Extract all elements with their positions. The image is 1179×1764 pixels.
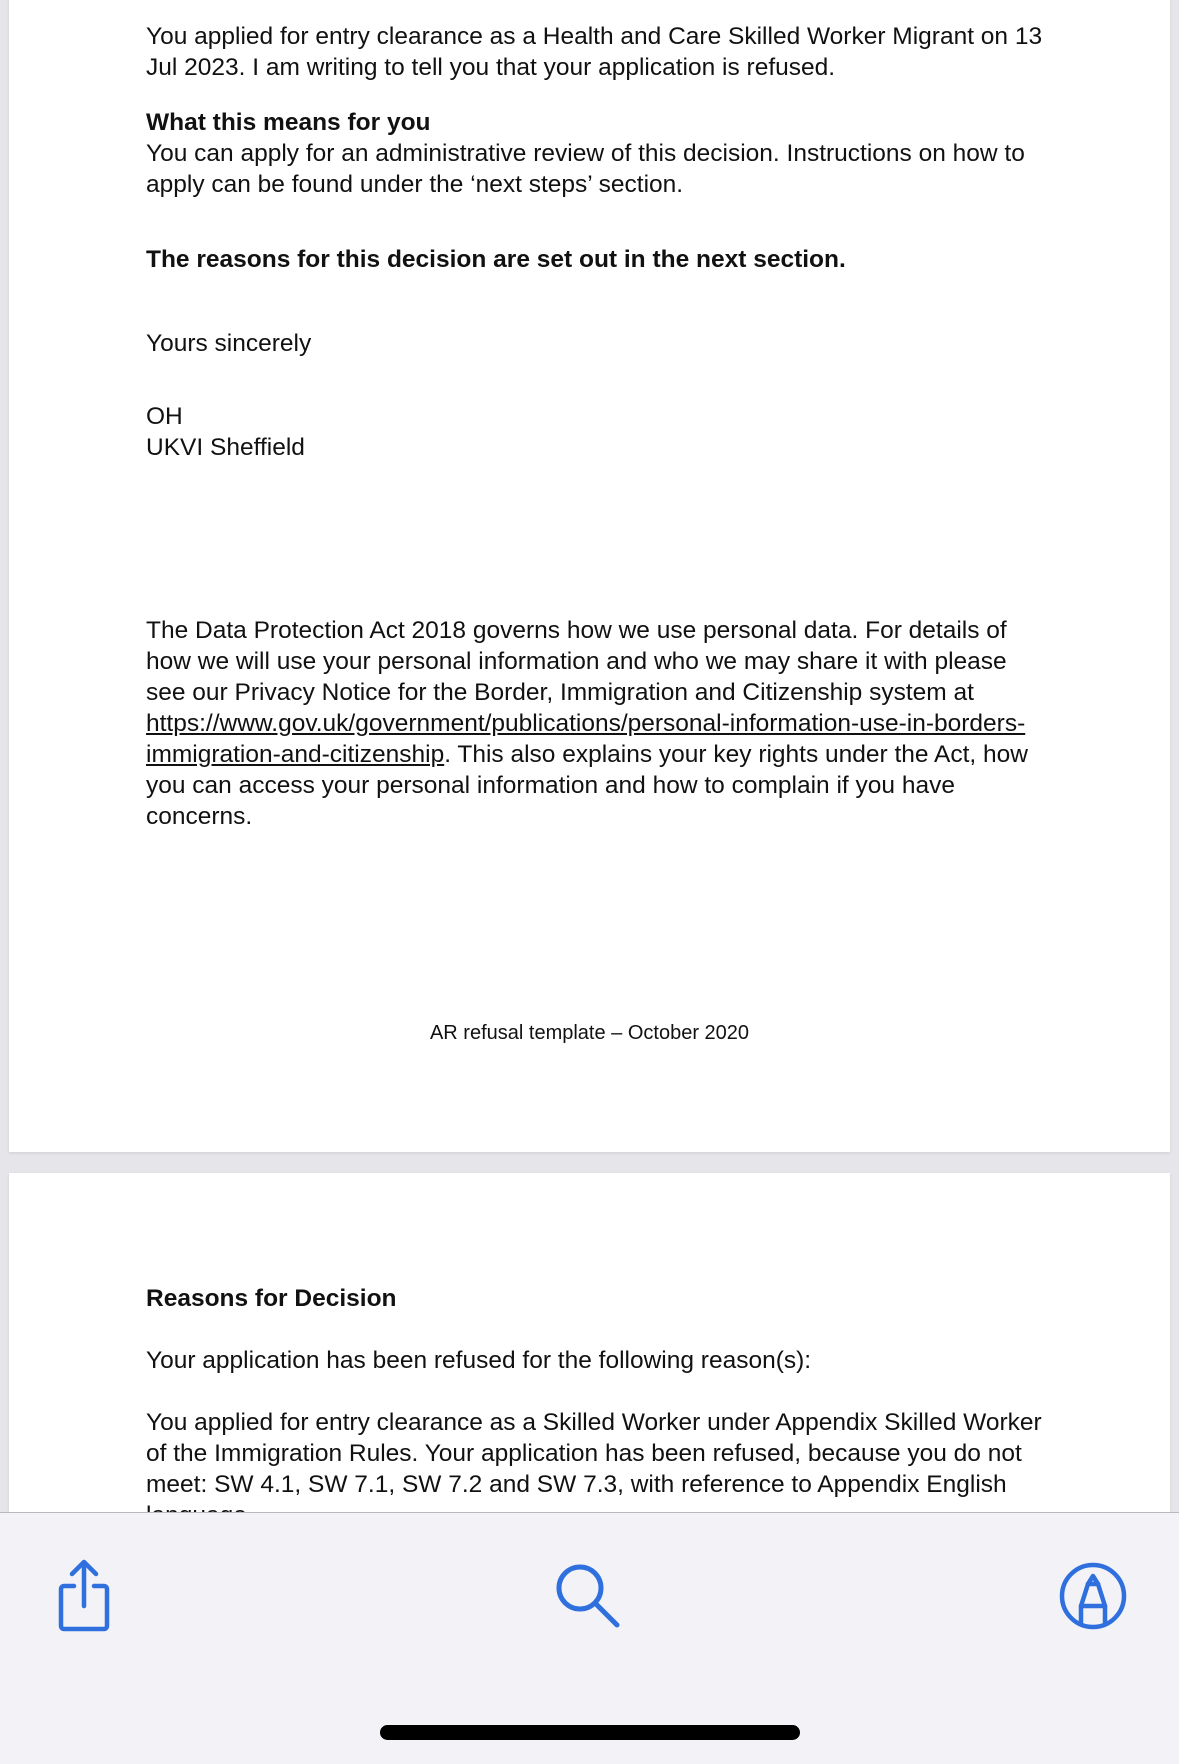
signatory-initials: OH <box>146 403 183 430</box>
markup-button[interactable] <box>1053 1556 1133 1636</box>
means-heading: What this means for you <box>146 109 431 136</box>
share-button[interactable] <box>44 1556 124 1636</box>
data-protection-text-2: . This also explains your key rights under the Act, how you can access your personal information and how to complain if you have concerns. <box>146 741 1028 830</box>
privacy-notice-link[interactable]: https://www.gov.uk/government/publications/personal-information-use-in-borders-immigration-and-citizenship <box>146 710 1026 768</box>
signatory-office: UKVI Sheffield <box>146 434 305 461</box>
search-button[interactable] <box>548 1556 628 1636</box>
share-icon <box>52 1556 116 1636</box>
search-icon <box>552 1560 624 1632</box>
markup-icon <box>1057 1560 1129 1632</box>
sign-off: Yours sincerely <box>146 330 312 357</box>
reasons-body: You applied for entry clearance as a Skilled Worker under Appendix Skilled Worker of the Immigration Rules. Your application has been refused, because you do not meet: SW 4.1, SW 7.1, SW 7.2 and SW 7.3, with reference to Appendix English <box>146 1409 1042 1498</box>
home-indicator <box>380 1725 800 1740</box>
means-paragraph: You can apply for an administrative review of this decision. Instructions on how to apply can be found under the ‘next steps’ section. <box>146 140 1025 198</box>
bottom-toolbar <box>0 1512 1179 1764</box>
reasons-lead: Your application has been refused for the following reason(s): <box>146 1347 812 1374</box>
data-protection-paragraph <box>146 615 1046 832</box>
reasons-heading: Reasons for Decision <box>146 1285 397 1312</box>
pdf-page-1 <box>9 0 1170 1152</box>
reasons-note: The reasons for this decision are set out in the next section. <box>146 246 846 273</box>
page-footer: AR refusal template – October 2020 <box>429 1022 750 1044</box>
data-protection-text-1: The Data Protection Act 2018 governs how we use personal data. For details of how we will use your personal information and who we may share it with please see our Privacy Notice for the Border, Immigration and Citizenship system at <box>146 617 1007 706</box>
intro-paragraph: You applied for entry clearance as a Health and Care Skilled Worker Migrant on 13 Jul 2023. I am writing to tell you that your application is refused. <box>146 23 1043 81</box>
